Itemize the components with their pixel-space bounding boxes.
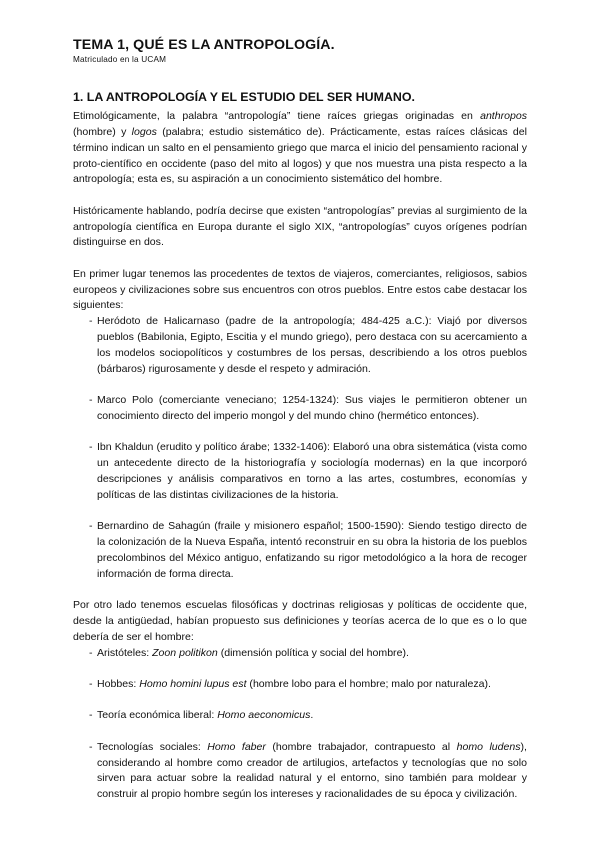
list-item-tecnologias: - Tecnologías sociales: Homo faber (hombre trabajador, contrapuesto al homo ludens), considerando al hombre como creador de artilugios, artefactos y tecnologías que no solo sirven para actuar sobre la realidad natural y el entorno, sino también para moldear y construir al propio hombre según los intereses y racionalidades de su época y civilización.	[89, 740, 527, 801]
list-travellers	[73, 314, 527, 582]
list-item: - Heródoto de Halicarnaso (padre de la antropología; 484-425 a.C.): Viajó por diversos pueblos (Babilonia, Egipto, Escitia y el mundo griego), pero destaca con su acercamiento a los modelos sociopolíticos y costumbres de los persas, describiendo a los otros pueblos (bárbaros) rigurosamente y desde el respeto y admiración.	[89, 315, 527, 375]
section-heading: 1. LA ANTROPOLOGÍA Y EL ESTUDIO DEL SER HUMANO.	[73, 90, 415, 104]
list-item: - Ibn Khaldun (erudito y político árabe; 1332-1406): Elaboró una obra sistemática (vista como un antecedente directo de la historiografía y sociología modernas) en la que incorporó descripciones y análisis comparativos en torno a las artes, costumbres, economías y políticas de las distintas civilizaciones de la historia.	[89, 441, 527, 501]
paragraph-history: Históricamente hablando, podría decirse que existen “antropologías” previas al surgimiento de la antropología científica en Europa durante el siglo XIX, “antropologías” cuyos orígenes podrían distinguirse en dos.	[73, 204, 527, 249]
list-item-teoria-liberal: - Teoría económica liberal: Homo aeconomicus.	[89, 709, 314, 722]
list-item-aristoteles: - Aristóteles: Zoon politikon (dimensión política y social del hombre).	[89, 646, 409, 659]
document-subtitle: Matriculado en la UCAM	[73, 55, 167, 64]
document-page	[73, 36, 527, 803]
list-definitions	[73, 646, 527, 803]
list-item: - Bernardino de Sahagún (fraile y misionero español; 1500-1590): Siendo testigo directo de la colonización de la Nueva España, intentó reconstruir en su obra la historia de los pueblos precolombinos del México antiguo, enfatizando su rigor metodológico a la hora de recoger información de forma directa.	[89, 520, 527, 580]
paragraph-travellers: En primer lugar tenemos las procedentes de textos de viajeros, comerciantes, religiosos, sabios europeos y civilizaciones sobre sus encuentros con otros pueblos. Entre estos cabe destacar los siguientes:	[73, 267, 527, 312]
list-item: - Marco Polo (comerciante veneciano; 1254-1324): Sus viajes le permitieron obtener un conocimiento directo del imperio mongol y del mundo chino (hermético entonces).	[89, 394, 527, 422]
list-item-hobbes: - Hobbes: Homo homini lupus est (hombre lobo para el hombre; malo por naturaleza).	[89, 677, 491, 690]
paragraph-philosophy: Por otro lado tenemos escuelas filosóficas y doctrinas religiosas y políticas de occidente que, desde la antigüedad, habían propuesto sus definiciones y teorías acerca de lo que es o lo que debería de ser el hombre:	[73, 599, 527, 643]
paragraph-etymology: Etimológicamente, la palabra “antropología” tiene raíces griegas originadas en anthropos (hombre) y logos (palabra; estudio sistemático de). Prácticamente, estas raíces clásicas del término indican un salto en el pensamiento griego que marca el inicio del pensamiento racional y proto-científico en occidente (paso del mito al logos) y que nos muestra una pista respecto a la antropología; esta es, su aspiración a un conocimiento sistemático del hombre.	[73, 110, 528, 186]
document-title: TEMA 1, QUÉ ES LA ANTROPOLOGÍA.	[73, 37, 335, 53]
